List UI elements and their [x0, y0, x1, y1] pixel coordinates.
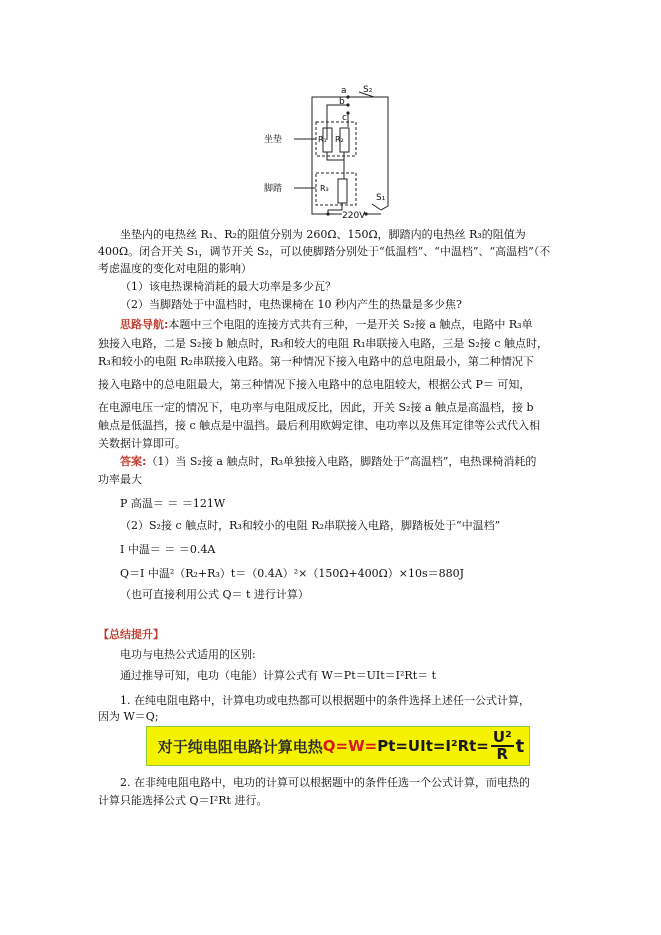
banner-fraction	[491, 730, 514, 762]
question-2: （2）当脚踏处于中温档时，电热课椅在 10 秒内产生的热量是多少焦?	[120, 298, 462, 311]
contact-b	[346, 103, 349, 106]
formula-banner	[146, 726, 530, 766]
label-b: b	[339, 97, 345, 107]
answer-line-6: Q＝I 中温²（R₂+R₃）t＝（0.4A）²×（150Ω+400Ω）×10s＝880J	[120, 567, 465, 580]
banner-numerator: U²	[492, 728, 512, 746]
summary-line-3: 1. 在纯电阻电路中，计算电功或电热都可以根据题中的条件选择上述任一公式计算，	[120, 694, 530, 707]
summary-heading-text: 【总结提升】	[98, 628, 164, 641]
label-r1: R₁	[318, 135, 327, 144]
label-seat: 坐垫	[264, 135, 283, 145]
answer-line-5: I 中温＝ ＝ ＝0.4A	[120, 543, 216, 556]
answer-line-4: （2）S₂接 c 触点时，R₃和较小的电阻 R₂串联接入电路，脚踏板处于“中温档”	[120, 519, 501, 532]
guide-line-3: R₃和较小的电阻 R₂串联接入电路。第一种情况下接入电路中的总电阻最小，第二种情况下	[98, 355, 534, 368]
answer-line-3: P 高温＝ ＝ ＝121W	[120, 497, 226, 510]
label-s2: S₂	[363, 85, 373, 95]
guide-line-1	[120, 318, 533, 332]
contact-a	[346, 95, 349, 98]
banner-prefix: 对于纯电阻电路计算电热	[157, 737, 323, 756]
summary-line-1: 电功与电热公式适用的区别:	[120, 648, 256, 661]
guide-label: 思路导航:	[120, 318, 169, 331]
label-voltage: 220V	[342, 211, 366, 221]
problem-line-2: 400Ω。闭合开关 S₁，调节开关 S₂，可以使脚踏分别处于“低温档”、“中温档”、“高温档”（不	[98, 245, 551, 258]
r3-resistor	[338, 179, 347, 203]
label-a: a	[341, 86, 347, 96]
label-c: c	[342, 113, 347, 123]
guide-line-6: 触点是低温挡，接 c 触点是中温挡。最后利用欧姆定律、电功率以及焦耳定律等公式代入相	[98, 419, 541, 432]
label-foot: 脚踏	[264, 184, 283, 194]
answer-line-1	[120, 455, 536, 469]
summary-line-5: 2. 在非纯电阻电路中，电功的计算可以根据题中的条件任选一个公式计算，而电热的	[120, 776, 530, 789]
problem-line-3: 考虑温度的变化对电阻的影响）	[98, 262, 252, 275]
answer-line-7: （也可直接利用公式 Q＝ t 进行计算）	[120, 588, 309, 601]
summary-line-6: 计算只能选择公式 Q＝I²Rt 进行。	[98, 794, 268, 807]
switch-s1	[372, 204, 381, 210]
banner-red: Q=W=	[322, 737, 378, 755]
guide-line-7: 关数据计算即可。	[98, 437, 186, 450]
guide-line-2: 独接入电路，二是 S₂接 b 触点时，R₃和较大的电阻 R₁串联接入电路，三是 S₂接 c 触点时，	[98, 337, 548, 350]
answer-text-1: （1）当 S₂接 a 触点时，R₃单独接入电路，脚踏处于“高温档”，电热课椅消耗的	[146, 455, 537, 468]
guide-line-5: 在电源电压一定的情况下，电功率与电阻成反比，因此，开关 S₂接 a 触点是高温档，接 b	[98, 401, 534, 414]
banner-suffix: t	[515, 735, 525, 757]
answer-line-2: 功率最大	[98, 473, 142, 486]
guide-line-4: 接入电路中的总电阻最大，第三种情况下接入电路中的总电阻较大，根据公式 P＝ 可知，	[98, 378, 531, 391]
summary-line-2: 通过推导可知，电功（电能）计算公式有 W＝Pt＝UIt＝I²Rt＝ t	[120, 669, 437, 682]
problem-line-1: 坐垫内的电热丝 R₁、R₂的阻值分别为 260Ω、150Ω，脚踏内的电热丝 R₃的阻值为	[120, 228, 526, 241]
label-r2: R₂	[335, 135, 344, 144]
banner-denominator: R	[496, 745, 509, 763]
summary-line-4: 因为 W＝Q;	[98, 710, 159, 723]
guide-text-1: 本题中三个电阻的连接方式共有三种，一是开关 S₂接 a 触点，电路中 R₃单	[168, 318, 533, 331]
answer-label: 答案:	[120, 455, 147, 468]
question-1: （1）该电热课椅消耗的最大功率是多少瓦？	[120, 280, 336, 293]
circuit-diagram	[262, 84, 412, 224]
banner-mid: Pt=UIt=I²Rt=	[377, 737, 489, 755]
label-r3: R₃	[320, 184, 329, 193]
node-left	[326, 212, 329, 215]
label-s1: S₁	[376, 193, 386, 203]
summary-heading	[98, 628, 164, 642]
